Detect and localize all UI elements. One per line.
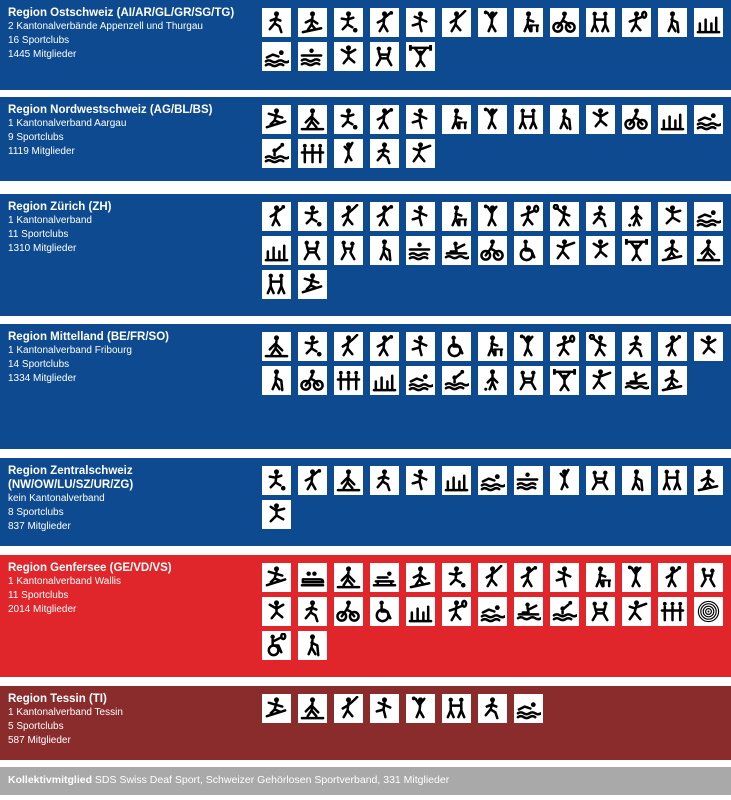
cycling-icon: [298, 366, 327, 395]
athletics-icon: [586, 236, 615, 265]
region-line-verband: 1 Kantonalverband: [8, 215, 92, 226]
judo-icon: [694, 563, 723, 592]
hiking-icon: [550, 105, 579, 134]
dancing-icon: [442, 694, 471, 723]
martial-arts-icon: [406, 8, 435, 37]
football-icon: [334, 8, 363, 37]
volleyball-icon: [478, 8, 507, 37]
judo-icon: [334, 236, 363, 265]
snowboard-icon: [262, 105, 291, 134]
football-icon: [298, 202, 327, 231]
swimming-icon: [694, 105, 723, 134]
collective-member-text: [8, 774, 449, 786]
fencing-icon: [622, 597, 651, 626]
water-sports-icon: [514, 466, 543, 495]
weightlifting-icon: [406, 42, 435, 71]
sport-icon-grid: [262, 202, 727, 299]
region-zuerich-panel: [0, 194, 731, 316]
region-zentralschweiz-panel: [0, 458, 731, 546]
region-line-clubs: 5 Sportclubs: [8, 721, 64, 732]
region-line-verband: 1 Kantonalverband Tessin: [8, 707, 123, 718]
martial-arts-icon: [406, 105, 435, 134]
wrestling-icon: [586, 466, 615, 495]
region-title: Region Mittelland (BE/FR/SO): [8, 331, 169, 343]
bowling-icon: [658, 105, 687, 134]
handball-icon: [370, 332, 399, 361]
athletics-icon: [334, 42, 363, 71]
hiking-icon: [622, 466, 651, 495]
wrestling-icon: [514, 366, 543, 395]
region-info: [8, 330, 258, 386]
volleyball-icon: [406, 694, 435, 723]
wrestling-icon: [298, 236, 327, 265]
volleyball-icon: [514, 332, 543, 361]
badminton-icon: [334, 694, 363, 723]
collective-member-label: Kollektivmitglied: [8, 774, 93, 786]
gymnastics-icon: [262, 500, 291, 529]
sport-icon-grid: [262, 466, 727, 529]
running-icon: [298, 597, 327, 626]
gymnastics-icon: [658, 202, 687, 231]
region-line-clubs: 9 Sportclubs: [8, 132, 64, 143]
cross-country-icon: [298, 105, 327, 134]
dancing-icon: [586, 8, 615, 37]
wheelchair-icon: [442, 332, 471, 361]
swimming-icon: [478, 466, 507, 495]
tennis-icon: [622, 8, 651, 37]
region-line-verband: 1 Kantonalverband Wallis: [8, 576, 122, 587]
region-nordwestschweiz-panel: [0, 97, 731, 181]
handball-icon: [370, 202, 399, 231]
region-line-verband: 1 Kantonalverband Fribourg: [8, 345, 132, 356]
hiking-icon: [658, 8, 687, 37]
bowling-icon: [406, 597, 435, 626]
fencing-icon: [586, 366, 615, 395]
running-icon: [478, 694, 507, 723]
cross-country-icon: [694, 236, 723, 265]
cross-country-icon: [262, 332, 291, 361]
skiing-icon: [298, 8, 327, 37]
sport-icon-grid: [262, 105, 727, 168]
running-icon: [370, 139, 399, 168]
wheelchair-icon: [370, 597, 399, 626]
skiing-icon: [694, 466, 723, 495]
hiking-icon: [370, 236, 399, 265]
region-title: Region Ostschweiz (AI/AR/GL/GR/SG/TG): [8, 7, 235, 19]
squash-icon: [550, 202, 579, 231]
region-line-members: 1310 Mitglieder: [8, 243, 77, 254]
cycling-icon: [622, 105, 651, 134]
region-line-members: 1445 Mitglieder: [8, 49, 77, 60]
wrestling-icon: [586, 597, 615, 626]
water-sports-icon: [406, 236, 435, 265]
region-title: Region Zentralschweiz (NW/OW/LU/SZ/UR/ZG): [8, 465, 134, 491]
snowboard-icon: [298, 270, 327, 299]
region-info: [8, 103, 258, 159]
athletics-icon: [586, 105, 615, 134]
squash-icon: [586, 332, 615, 361]
region-line-verband: 1 Kantonalverband Aargau: [8, 118, 127, 129]
skiing-icon: [658, 236, 687, 265]
badminton-icon: [442, 8, 471, 37]
basketball-icon: [262, 202, 291, 231]
region-title: Region Tessin (TI): [8, 693, 107, 705]
region-genfersee-panel: [0, 555, 731, 677]
table-tennis-icon: [586, 563, 615, 592]
region-line-members: 1119 Mitglieder: [8, 146, 75, 157]
weightlifting-icon: [550, 366, 579, 395]
swimming-icon: [478, 597, 507, 626]
water-sports-icon: [298, 42, 327, 71]
region-info: [8, 200, 258, 256]
region-info: [8, 692, 258, 748]
volleyball-icon: [622, 563, 651, 592]
region-line-verband: 2 Kantonalverbände Appenzell und Thurgau: [8, 21, 203, 32]
badminton-icon: [334, 202, 363, 231]
handball-icon: [370, 8, 399, 37]
dancing-icon: [262, 270, 291, 299]
tennis-icon: [442, 597, 471, 626]
bowling-icon: [262, 236, 291, 265]
football-icon: [334, 105, 363, 134]
region-info: [8, 464, 258, 534]
region-line-verband: kein Kantonalverband: [8, 493, 105, 504]
swimming-icon: [514, 694, 543, 723]
wheelchair-tennis-icon: [262, 631, 291, 660]
table-tennis-icon: [442, 202, 471, 231]
team-icon: [298, 139, 327, 168]
sport-icon-grid: [262, 694, 727, 723]
athletics-icon: [262, 597, 291, 626]
target-icon: [694, 597, 723, 626]
golf-icon: [622, 202, 651, 231]
swimming-icon: [262, 42, 291, 71]
wrestling-icon: [370, 42, 399, 71]
bobsleigh-icon: [298, 563, 327, 592]
martial-arts-icon: [406, 202, 435, 231]
basketball-icon: [658, 332, 687, 361]
region-title: Region Genfersee (GE/VD/VS): [8, 562, 172, 574]
table-tennis-icon: [442, 105, 471, 134]
bowling-icon: [370, 366, 399, 395]
water-polo-icon: [442, 366, 471, 395]
region-mittelland-panel: [0, 324, 731, 449]
handball-icon: [298, 466, 327, 495]
skiing-icon: [406, 563, 435, 592]
martial-arts-icon: [406, 466, 435, 495]
hiking-icon: [262, 366, 291, 395]
swimming-icon: [694, 202, 723, 231]
table-tennis-icon: [478, 332, 507, 361]
cycling-icon: [550, 8, 579, 37]
weightlifting-icon: [622, 236, 651, 265]
fencing-icon: [406, 139, 435, 168]
table-tennis-icon: [514, 8, 543, 37]
running-icon: [370, 466, 399, 495]
team-icon: [334, 366, 363, 395]
martial-arts-icon: [370, 694, 399, 723]
rowing-icon: [622, 366, 651, 395]
region-line-clubs: 14 Sportclubs: [8, 359, 70, 370]
region-line-clubs: 11 Sportclubs: [8, 590, 69, 601]
region-info: [8, 6, 258, 62]
cycling-icon: [334, 597, 363, 626]
athletics-icon: [694, 332, 723, 361]
football-icon: [298, 332, 327, 361]
region-line-members: 1334 Mitglieder: [8, 373, 77, 384]
running-icon: [262, 8, 291, 37]
badminton-icon: [478, 563, 507, 592]
dancing-icon: [514, 105, 543, 134]
skiing-icon: [658, 366, 687, 395]
handball-icon: [514, 563, 543, 592]
cycling-icon: [478, 236, 507, 265]
cross-country-icon: [334, 466, 363, 495]
wheelchair-icon: [514, 236, 543, 265]
bowling-icon: [442, 466, 471, 495]
collective-member-bar: [0, 767, 731, 795]
hiking-icon: [298, 631, 327, 660]
region-line-clubs: 11 Sportclubs: [8, 229, 69, 240]
rowing-icon: [514, 597, 543, 626]
basketball-icon: [658, 563, 687, 592]
rowing-icon: [442, 236, 471, 265]
handball-icon: [370, 105, 399, 134]
sport-icon-grid: [262, 8, 727, 71]
region-info: [8, 561, 258, 617]
bowling-icon: [694, 8, 723, 37]
sledging-icon: [370, 563, 399, 592]
sport-icon-grid: [262, 332, 727, 395]
football-icon: [442, 563, 471, 592]
region-line-members: 2014 Mitglieder: [8, 604, 77, 615]
region-ostschweiz-panel: [0, 0, 731, 90]
snowboard-icon: [262, 694, 291, 723]
region-line-members: 587 Mitglieder: [8, 735, 71, 746]
tennis-icon: [550, 332, 579, 361]
fencing-icon: [550, 236, 579, 265]
martial-arts-icon: [406, 332, 435, 361]
region-line-clubs: 16 Sportclubs: [8, 35, 70, 46]
water-polo-icon: [262, 139, 291, 168]
collective-member-description: SDS Swiss Deaf Sport, Schweizer Gehörlosen Sportverband, 331 Mitglieder: [92, 774, 450, 786]
running-icon: [586, 202, 615, 231]
swimming-icon: [406, 366, 435, 395]
running-icon: [622, 332, 651, 361]
tennis-icon: [514, 202, 543, 231]
badminton-icon: [334, 332, 363, 361]
cross-country-icon: [298, 694, 327, 723]
volleyball-icon: [478, 202, 507, 231]
golf-icon: [478, 366, 507, 395]
region-title: Region Nordwestschweiz (AG/BL/BS): [8, 104, 213, 116]
cross-country-icon: [334, 563, 363, 592]
volleyball-icon: [478, 105, 507, 134]
snowboard-icon: [262, 563, 291, 592]
region-title: Region Zürich (ZH): [8, 201, 112, 213]
martial-arts-icon: [550, 563, 579, 592]
region-tessin-panel: [0, 686, 731, 760]
sport-icon-grid: [262, 563, 727, 660]
climbing-icon: [550, 466, 579, 495]
dancing-icon: [658, 466, 687, 495]
climbing-icon: [334, 139, 363, 168]
region-line-members: 837 Mitglieder: [8, 521, 71, 532]
water-polo-icon: [550, 597, 579, 626]
football-icon: [262, 466, 291, 495]
region-line-clubs: 8 Sportclubs: [8, 507, 64, 518]
team-icon: [658, 597, 687, 626]
